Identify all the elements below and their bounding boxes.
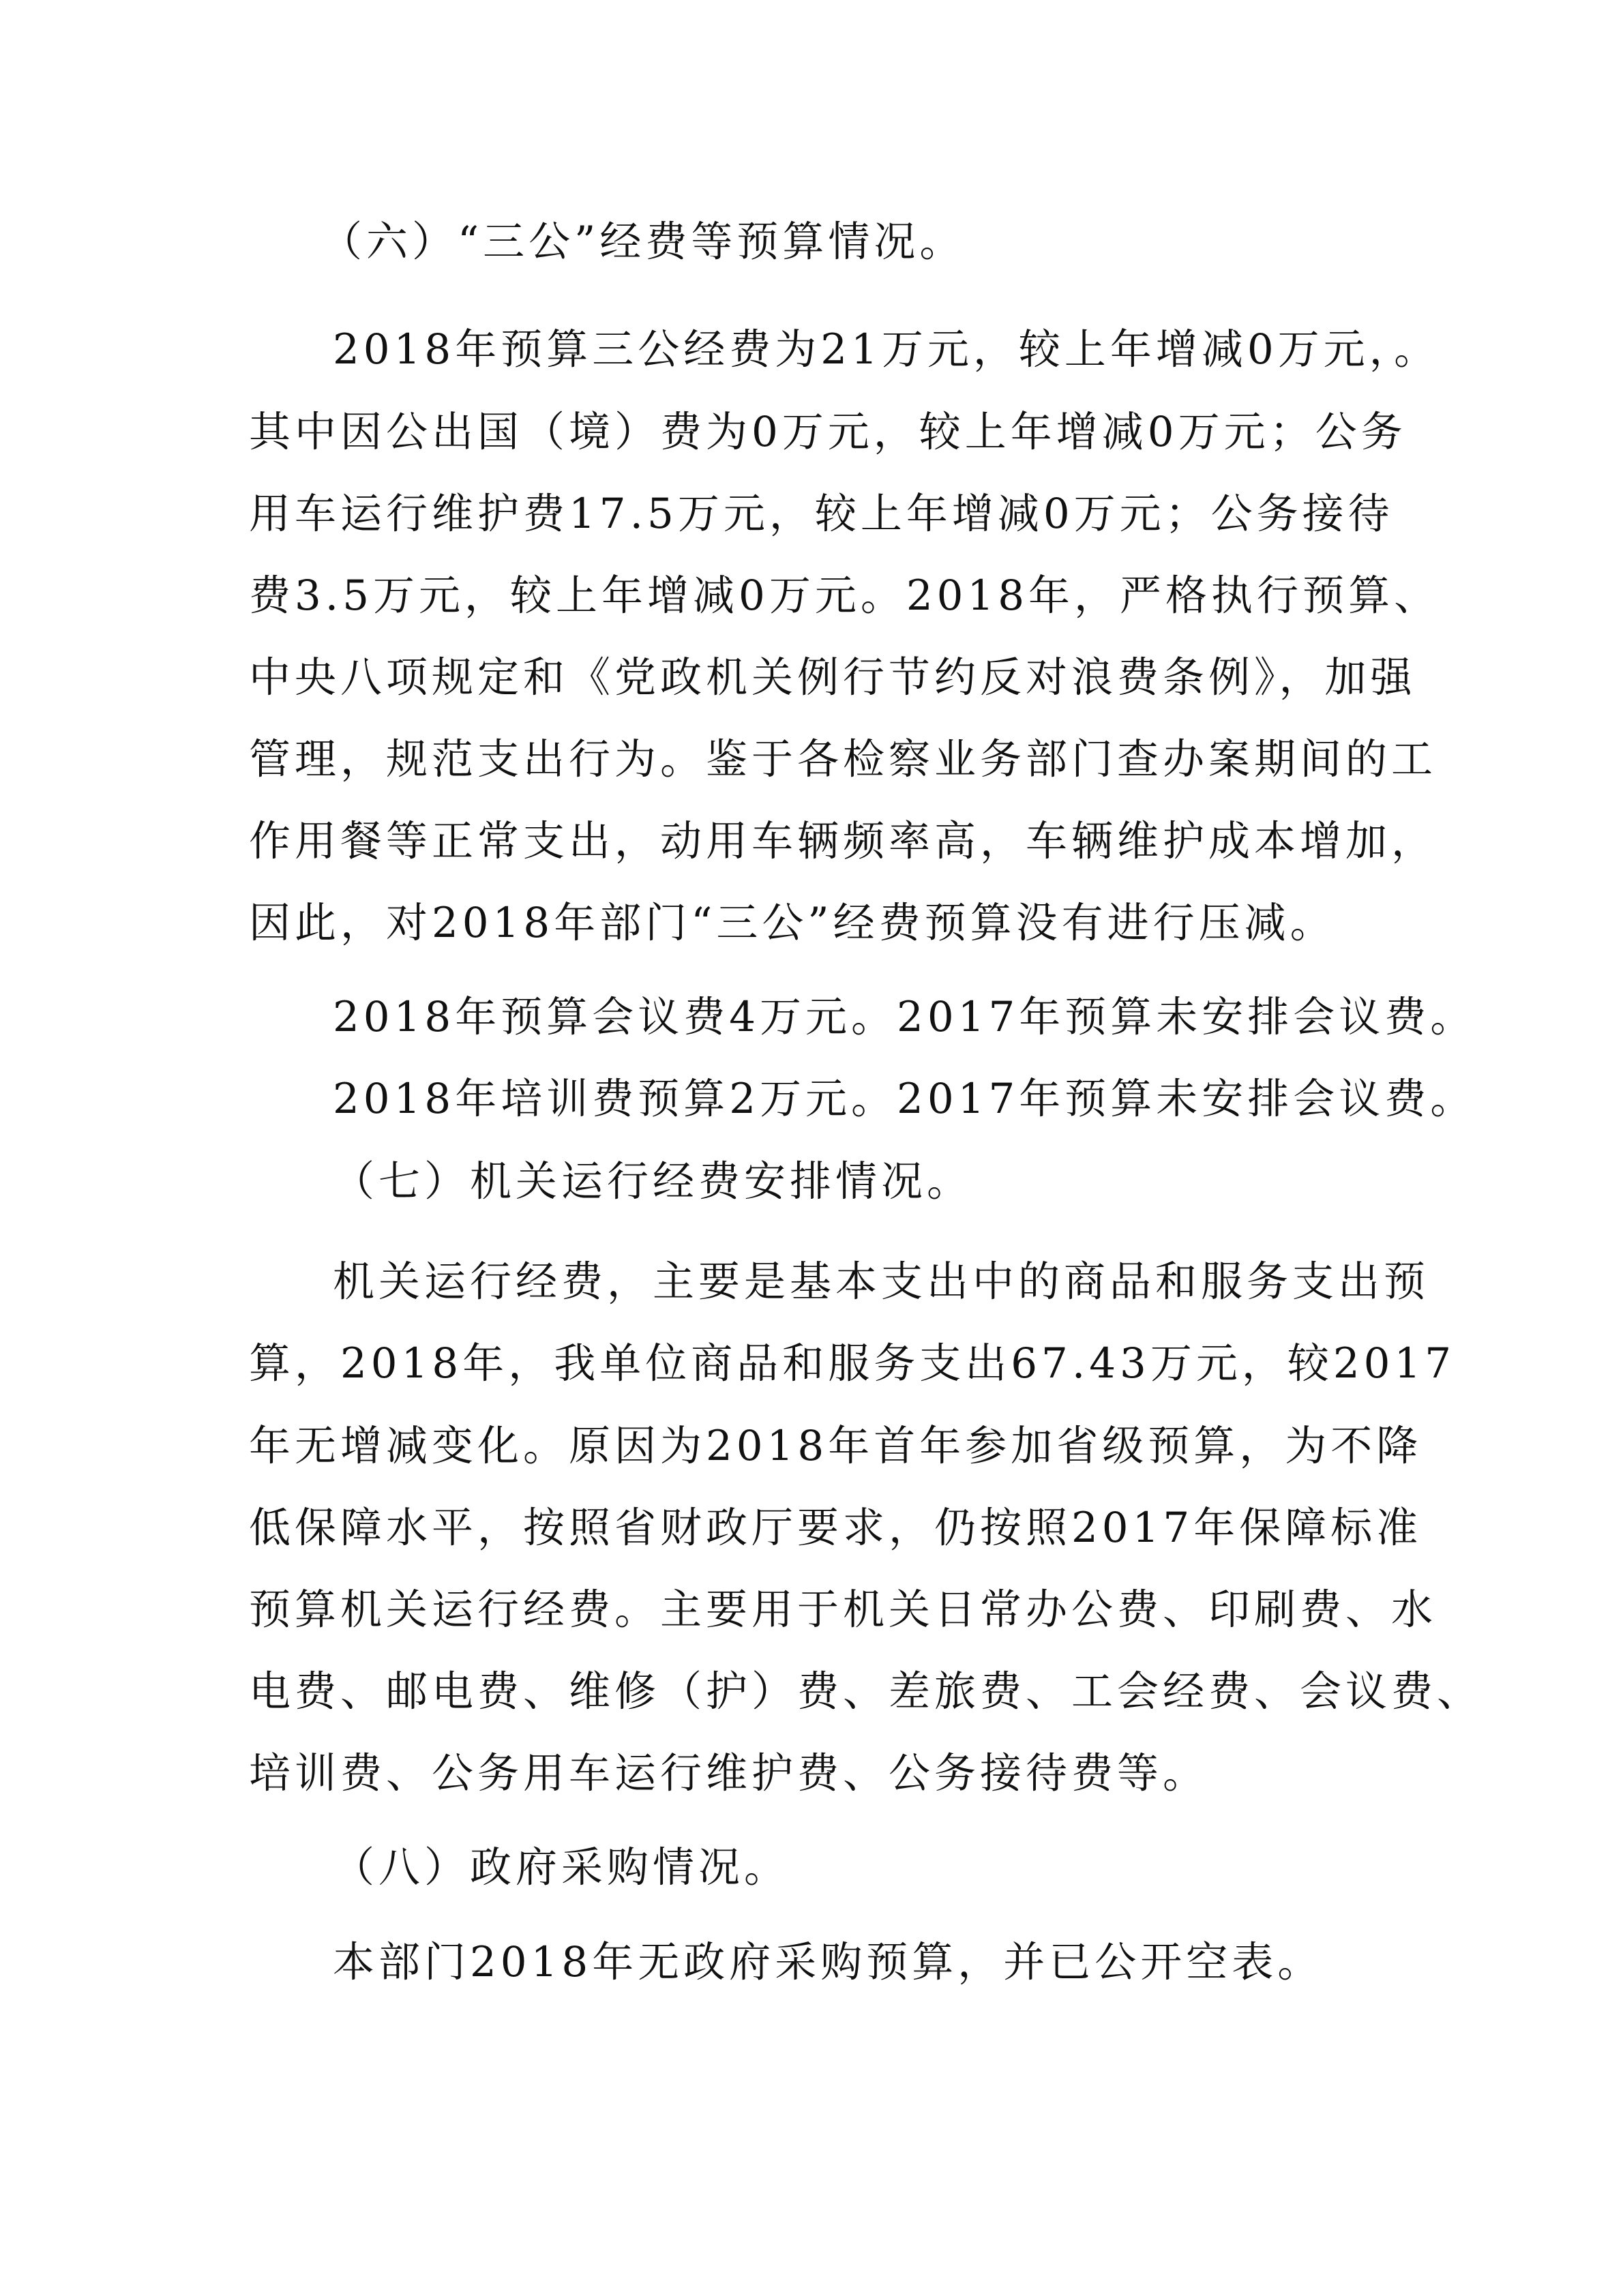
- paragraph-line: 预算机关运行经费。主要用于机关日常办公费、印刷费、水: [249, 1585, 1438, 1634]
- paragraph-line: 2018年预算会议费4万元。2017年预算未安排会议费。: [333, 993, 1476, 1041]
- paragraph-line: 费3.5万元，较上年增减0万元。2018年，严格执行预算、: [249, 571, 1440, 620]
- section-heading-7: （七）机关运行经费安排情况。: [333, 1157, 973, 1206]
- paragraph-line: 2018年预算三公经费为21万元，较上年增减0万元，。: [333, 325, 1440, 374]
- section-heading-6: （六）“三公”经费等预算情况。: [321, 218, 966, 266]
- paragraph-line: 因此，对2018年部门“三公”经费预算没有进行压减。: [249, 899, 1336, 947]
- paragraph-line: 电费、邮电费、维修（护）费、差旅费、工会经费、会议费、: [249, 1667, 1483, 1716]
- paragraph-line: 其中因公出国（境）费为0万元，较上年增减0万元；公务: [249, 408, 1407, 456]
- paragraph-line: 中央八项规定和《党政机关例行节约反对浪费条例》，加强: [249, 653, 1416, 702]
- paragraph-line: 培训费、公务用车运行维护费、公务接待费等。: [249, 1749, 1209, 1798]
- paragraph-line: 算，2018年，我单位商品和服务支出67.43万元，较2017: [249, 1339, 1456, 1388]
- paragraph-line: 年无增减变化。原因为2018年首年参加省级预算，为不降: [249, 1422, 1423, 1470]
- paragraph-line: 用车运行维护费17.5万元，较上年增减0万元；公务接待: [249, 490, 1394, 538]
- paragraph-line: 2018年培训费预算2万元。2017年预算未安排会议费。: [333, 1075, 1476, 1123]
- paragraph-line: 本部门2018年无政府采购预算，并已公开空表。: [333, 1938, 1324, 1986]
- paragraph-line: 机关运行经费，主要是基本支出中的商品和服务支出预: [333, 1257, 1430, 1306]
- paragraph-line: 低保障水平，按照省财政厅要求，仍按照2017年保障标准: [249, 1504, 1423, 1552]
- paragraph-line: 作用餐等正常支出，动用车辆频率高，车辆维护成本增加，: [249, 817, 1438, 865]
- paragraph-line: 管理，规范支出行为。鉴于各检察业务部门查办案期间的工: [249, 735, 1438, 784]
- section-heading-8: （八）政府采购情况。: [333, 1843, 790, 1892]
